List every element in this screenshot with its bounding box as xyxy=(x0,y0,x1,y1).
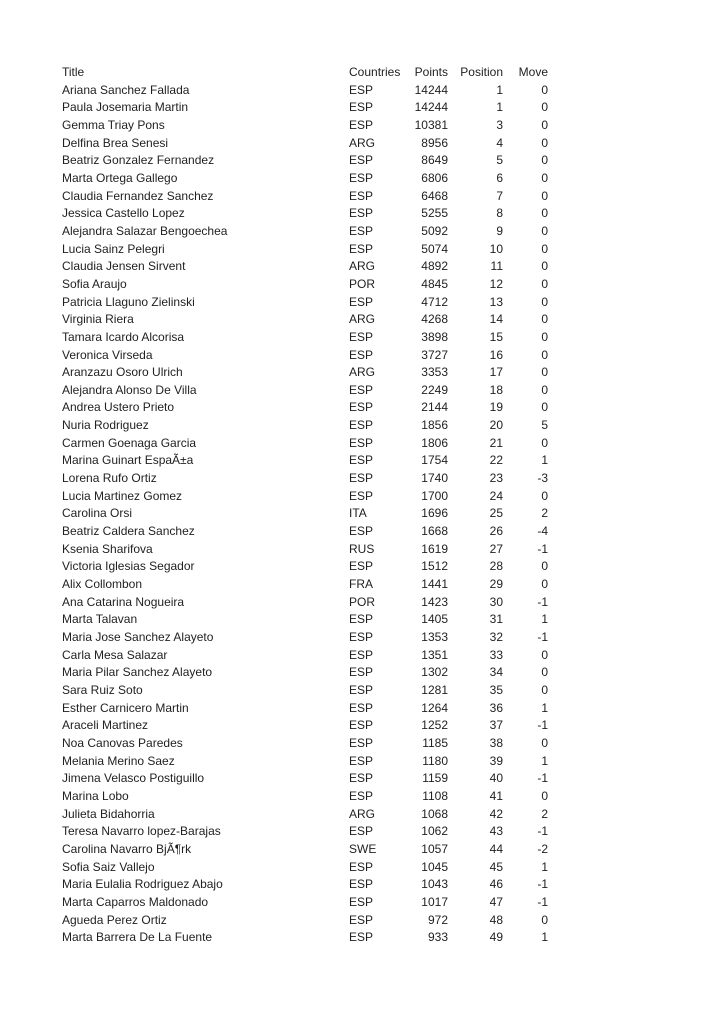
cell-points: 4268 xyxy=(421,312,448,327)
cell-points: 1159 xyxy=(422,771,448,786)
cell-title: Araceli Martinez xyxy=(62,718,149,733)
cell-points: 14244 xyxy=(414,100,448,115)
cell-title: Maria Jose Sanchez Alayeto xyxy=(62,630,214,644)
cell-move: 0 xyxy=(541,259,548,274)
cell-points: 1281 xyxy=(421,682,448,697)
cell-countries: ARG xyxy=(349,135,376,150)
cell-move: 0 xyxy=(541,912,548,927)
cell-position: 38 xyxy=(489,735,503,750)
cell-position: 30 xyxy=(489,594,503,609)
cell-countries: ESP xyxy=(349,206,374,221)
cell-move: 1 xyxy=(541,453,548,468)
cell-title: Marta Caparros Maldonado xyxy=(62,894,209,909)
cell-points: 1806 xyxy=(421,435,448,450)
cell-position: 13 xyxy=(489,294,503,309)
cell-countries: ESP xyxy=(349,753,374,768)
cell-move: 0 xyxy=(541,559,548,574)
cell-points: 1180 xyxy=(422,753,448,768)
cell-points: 1264 xyxy=(421,700,448,715)
cell-position: 1 xyxy=(496,82,503,97)
cell-countries: ESP xyxy=(349,735,374,750)
cell-points: 4845 xyxy=(421,276,448,291)
cell-position: 17 xyxy=(489,365,503,380)
cell-points: 1740 xyxy=(421,471,448,486)
cell-title: Tamara Icardo Alcorisa xyxy=(62,329,185,344)
cell-points: 1441 xyxy=(421,577,448,592)
cell-countries: ESP xyxy=(349,347,374,362)
cell-countries: ESP xyxy=(349,117,374,132)
cell-move: 0 xyxy=(541,135,548,150)
cell-move: 0 xyxy=(541,206,548,221)
cell-move: -1 xyxy=(537,877,548,892)
cell-move: 0 xyxy=(541,241,548,256)
cell-points: 1696 xyxy=(421,506,448,521)
cell-position: 36 xyxy=(489,700,503,715)
cell-move: -2 xyxy=(537,841,548,856)
cell-move: 0 xyxy=(541,788,548,803)
cell-move: 0 xyxy=(541,488,548,503)
cell-countries: ARG xyxy=(349,365,376,380)
cell-title: Teresa Navarro lopez-Barajas xyxy=(62,824,221,839)
column-header-move: Move xyxy=(518,65,548,79)
cell-points: 1512 xyxy=(421,559,448,574)
cell-title: Sofia Araujo xyxy=(62,276,127,291)
cell-title: Carolina Orsi xyxy=(62,506,133,521)
cell-title: Marina Lobo xyxy=(62,788,129,803)
cell-points: 6468 xyxy=(421,188,448,203)
cell-move: 2 xyxy=(541,806,548,821)
cell-move: 0 xyxy=(541,170,548,185)
cell-title: Ariana Sanchez Fallada xyxy=(62,82,190,97)
cell-points: 933 xyxy=(427,930,448,945)
cell-move: -1 xyxy=(537,771,548,786)
cell-countries: ESP xyxy=(349,418,374,433)
cell-title: Alejandra Alonso De Villa xyxy=(62,382,197,397)
cell-points: 1302 xyxy=(421,665,448,680)
cell-title: Julieta Bidahorria xyxy=(62,806,155,821)
cell-move: -3 xyxy=(537,471,548,486)
cell-title: Nuria Rodriguez xyxy=(62,418,149,433)
cell-position: 33 xyxy=(489,647,503,662)
cell-title: Lorena Rufo Ortiz xyxy=(62,471,157,486)
cell-position: 34 xyxy=(489,665,503,680)
cell-move: 0 xyxy=(541,117,548,132)
cell-countries: ESP xyxy=(349,170,374,185)
cell-position: 21 xyxy=(489,435,503,450)
cell-position: 19 xyxy=(489,400,503,415)
cell-title: Ana Catarina Nogueira xyxy=(62,594,185,609)
cell-countries: ESP xyxy=(349,612,374,627)
cell-countries: ESP xyxy=(349,647,374,662)
cell-points: 1062 xyxy=(421,824,448,839)
cell-countries: ESP xyxy=(349,630,374,644)
cell-move: -4 xyxy=(537,524,548,539)
cell-points: 1353 xyxy=(421,630,448,644)
cell-points: 1108 xyxy=(422,788,448,803)
cell-countries: ITA xyxy=(349,506,367,521)
cell-title: Claudia Fernandez Sanchez xyxy=(62,188,214,203)
cell-move: 2 xyxy=(541,506,548,521)
cell-points: 1423 xyxy=(421,594,448,609)
cell-position: 22 xyxy=(489,453,503,468)
cell-move: 0 xyxy=(541,153,548,168)
cell-title: Virginia Riera xyxy=(62,312,134,327)
cell-position: 11 xyxy=(490,259,503,274)
cell-countries: FRA xyxy=(349,577,373,592)
cell-countries: ESP xyxy=(349,435,374,450)
cell-countries: ESP xyxy=(349,718,374,733)
cell-title: Carmen Goenaga Garcia xyxy=(62,435,197,450)
cell-countries: POR xyxy=(349,594,376,609)
cell-points: 3727 xyxy=(421,347,448,362)
cell-title: Melania Merino Saez xyxy=(62,753,175,768)
cell-countries: ESP xyxy=(349,682,374,697)
cell-move: -1 xyxy=(537,541,548,556)
cell-title: Jimena Velasco Postiguillo xyxy=(62,771,205,786)
cell-move: 0 xyxy=(541,329,548,344)
cell-countries: ESP xyxy=(349,223,374,238)
cell-title: Maria Eulalia Rodriguez Abajo xyxy=(62,877,223,892)
cell-position: 25 xyxy=(489,506,503,521)
cell-move: 0 xyxy=(541,665,548,680)
cell-position: 35 xyxy=(489,682,503,697)
cell-position: 39 xyxy=(489,753,503,768)
cell-title: Carla Mesa Salazar xyxy=(62,647,168,662)
cell-move: 0 xyxy=(541,188,548,203)
cell-position: 8 xyxy=(496,206,503,221)
cell-position: 23 xyxy=(489,471,503,486)
cell-title: Veronica Virseda xyxy=(62,347,153,362)
cell-position: 1 xyxy=(496,100,503,115)
cell-position: 42 xyxy=(489,806,503,821)
cell-countries: ESP xyxy=(349,382,374,397)
cell-position: 7 xyxy=(496,188,503,203)
cell-position: 32 xyxy=(489,630,503,644)
cell-move: 0 xyxy=(541,400,548,415)
cell-title: Marta Talavan xyxy=(62,612,138,627)
cell-move: 0 xyxy=(541,82,548,97)
cell-points: 1351 xyxy=(421,647,448,662)
cell-points: 1057 xyxy=(421,841,448,856)
cell-move: 0 xyxy=(541,577,548,592)
cell-position: 16 xyxy=(489,347,503,362)
cell-position: 12 xyxy=(489,276,503,291)
cell-points: 8649 xyxy=(421,153,448,168)
cell-points: 5092 xyxy=(421,223,448,238)
cell-countries: ESP xyxy=(349,524,374,539)
cell-title: Sofia Saiz Vallejo xyxy=(62,859,155,874)
cell-title: Alix Collombon xyxy=(62,577,143,592)
cell-position: 4 xyxy=(496,135,503,150)
cell-points: 4712 xyxy=(421,294,448,309)
cell-countries: ESP xyxy=(349,859,374,874)
cell-points: 5255 xyxy=(421,206,448,221)
cell-move: 0 xyxy=(541,276,548,291)
cell-points: 1045 xyxy=(421,859,448,874)
cell-title: Paula Josemaria Martin xyxy=(62,100,189,115)
cell-points: 10381 xyxy=(414,117,448,132)
cell-countries: POR xyxy=(349,276,376,291)
cell-points: 2144 xyxy=(421,400,448,415)
cell-position: 43 xyxy=(489,824,503,839)
cell-countries: ESP xyxy=(349,665,374,680)
cell-title: Carolina Navarro BjÃ¶rk xyxy=(62,841,192,856)
cell-countries: ESP xyxy=(349,82,374,97)
cell-points: 3898 xyxy=(421,329,448,344)
cell-title: Marta Barrera De La Fuente xyxy=(62,930,213,945)
column-header-points: Points xyxy=(414,65,448,79)
cell-position: 29 xyxy=(489,577,503,592)
cell-move: -1 xyxy=(537,824,548,839)
cell-title: Lucia Martinez Gomez xyxy=(62,488,183,503)
cell-move: 0 xyxy=(541,347,548,362)
cell-title: Beatriz Gonzalez Fernandez xyxy=(62,153,215,168)
cell-countries: SWE xyxy=(349,841,377,856)
cell-countries: RUS xyxy=(349,541,375,556)
cell-points: 1043 xyxy=(421,877,448,892)
column-header-title: Title xyxy=(62,65,85,79)
cell-countries: ESP xyxy=(349,488,374,503)
cell-points: 1068 xyxy=(421,806,448,821)
cell-title: Marina Guinart EspaÃ±a xyxy=(62,453,194,468)
cell-title: Victoria Iglesias Segador xyxy=(62,559,195,574)
cell-countries: ARG xyxy=(349,312,376,327)
cell-points: 1668 xyxy=(421,524,448,539)
cell-countries: ESP xyxy=(349,700,374,715)
cell-points: 5074 xyxy=(421,241,448,256)
cell-move: 1 xyxy=(541,930,548,945)
cell-countries: ESP xyxy=(349,294,374,309)
cell-move: 0 xyxy=(541,435,548,450)
cell-move: 0 xyxy=(541,223,548,238)
cell-countries: ESP xyxy=(349,824,374,839)
cell-title: Claudia Jensen Sirvent xyxy=(62,259,186,274)
cell-countries: ESP xyxy=(349,188,374,203)
cell-points: 3353 xyxy=(421,365,448,380)
ranking-table xyxy=(62,64,548,947)
cell-position: 14 xyxy=(489,312,503,327)
cell-position: 44 xyxy=(489,841,503,856)
cell-points: 1619 xyxy=(421,541,448,556)
cell-position: 28 xyxy=(489,559,503,574)
cell-title: Delfina Brea Senesi xyxy=(62,135,169,150)
cell-countries: ESP xyxy=(349,788,374,803)
cell-move: 1 xyxy=(541,753,548,768)
cell-position: 26 xyxy=(489,524,503,539)
cell-move: -1 xyxy=(537,630,548,644)
cell-countries: ARG xyxy=(349,259,376,274)
cell-title: Gemma Triay Pons xyxy=(62,117,165,132)
cell-position: 9 xyxy=(496,223,503,238)
cell-countries: ESP xyxy=(349,559,374,574)
cell-move: 0 xyxy=(541,382,548,397)
cell-countries: ESP xyxy=(349,241,374,256)
cell-move: 1 xyxy=(541,612,548,627)
cell-countries: ESP xyxy=(349,877,374,892)
cell-points: 1252 xyxy=(421,718,448,733)
cell-move: -1 xyxy=(537,894,548,909)
cell-title: Ksenia Sharifova xyxy=(62,541,153,556)
cell-title: Beatriz Caldera Sanchez xyxy=(62,524,195,539)
cell-move: 0 xyxy=(541,365,548,380)
cell-points: 14244 xyxy=(414,82,448,97)
cell-position: 24 xyxy=(489,488,503,503)
cell-move: 0 xyxy=(541,735,548,750)
cell-position: 10 xyxy=(489,241,503,256)
cell-points: 8956 xyxy=(421,135,448,150)
cell-points: 6806 xyxy=(421,170,448,185)
cell-position: 6 xyxy=(496,170,503,185)
cell-move: -1 xyxy=(537,718,548,733)
cell-countries: ARG xyxy=(349,806,376,821)
cell-title: Esther Carnicero Martin xyxy=(62,700,189,715)
cell-position: 15 xyxy=(489,329,503,344)
cell-position: 31 xyxy=(489,612,503,627)
column-header-position: Position xyxy=(460,65,503,79)
cell-points: 1017 xyxy=(421,894,448,909)
cell-countries: ESP xyxy=(349,153,374,168)
cell-title: Sara Ruiz Soto xyxy=(62,682,143,697)
cell-title: Andrea Ustero Prieto xyxy=(62,400,175,415)
cell-countries: ESP xyxy=(349,771,374,786)
cell-move: 0 xyxy=(541,312,548,327)
cell-position: 46 xyxy=(489,877,503,892)
cell-position: 3 xyxy=(496,117,503,132)
cell-countries: ESP xyxy=(349,894,374,909)
cell-move: -1 xyxy=(537,594,548,609)
cell-position: 48 xyxy=(489,912,503,927)
column-header-countries: Countries xyxy=(349,65,401,79)
cell-countries: ESP xyxy=(349,912,374,927)
cell-points: 1754 xyxy=(421,453,448,468)
cell-title: Alejandra Salazar Bengoechea xyxy=(62,223,228,238)
cell-countries: ESP xyxy=(349,471,374,486)
cell-position: 41 xyxy=(489,788,503,803)
cell-position: 45 xyxy=(489,859,503,874)
cell-points: 972 xyxy=(427,912,448,927)
cell-points: 4892 xyxy=(421,259,448,274)
cell-title: Marta Ortega Gallego xyxy=(62,170,178,185)
cell-title: Jessica Castello Lopez xyxy=(62,206,185,221)
cell-title: Noa Canovas Paredes xyxy=(62,735,183,750)
cell-move: 0 xyxy=(541,682,548,697)
cell-move: 5 xyxy=(541,418,548,433)
cell-points: 1405 xyxy=(421,612,448,627)
cell-position: 47 xyxy=(489,894,503,909)
cell-position: 27 xyxy=(489,541,503,556)
cell-countries: ESP xyxy=(349,930,374,945)
cell-position: 18 xyxy=(489,382,503,397)
cell-points: 1700 xyxy=(421,488,448,503)
cell-title: Aranzazu Osoro Ulrich xyxy=(62,365,183,380)
cell-position: 40 xyxy=(489,771,503,786)
cell-countries: ESP xyxy=(349,100,374,115)
cell-countries: ESP xyxy=(349,453,374,468)
cell-title: Patricia Llaguno Zielinski xyxy=(62,294,195,309)
cell-title: Agueda Perez Ortiz xyxy=(62,912,167,927)
cell-points: 1185 xyxy=(422,735,448,750)
cell-title: Maria Pilar Sanchez Alayeto xyxy=(62,665,213,680)
cell-move: 0 xyxy=(541,100,548,115)
cell-move: 1 xyxy=(541,859,548,874)
cell-position: 20 xyxy=(489,418,503,433)
cell-countries: ESP xyxy=(349,329,374,344)
cell-position: 37 xyxy=(489,718,503,733)
cell-points: 1856 xyxy=(421,418,448,433)
cell-move: 0 xyxy=(541,647,548,662)
cell-move: 0 xyxy=(541,294,548,309)
cell-position: 49 xyxy=(489,930,503,945)
cell-position: 5 xyxy=(496,153,503,168)
cell-points: 2249 xyxy=(421,382,448,397)
cell-countries: ESP xyxy=(349,400,374,415)
cell-title: Lucia Sainz Pelegri xyxy=(62,241,165,256)
cell-move: 1 xyxy=(541,700,548,715)
